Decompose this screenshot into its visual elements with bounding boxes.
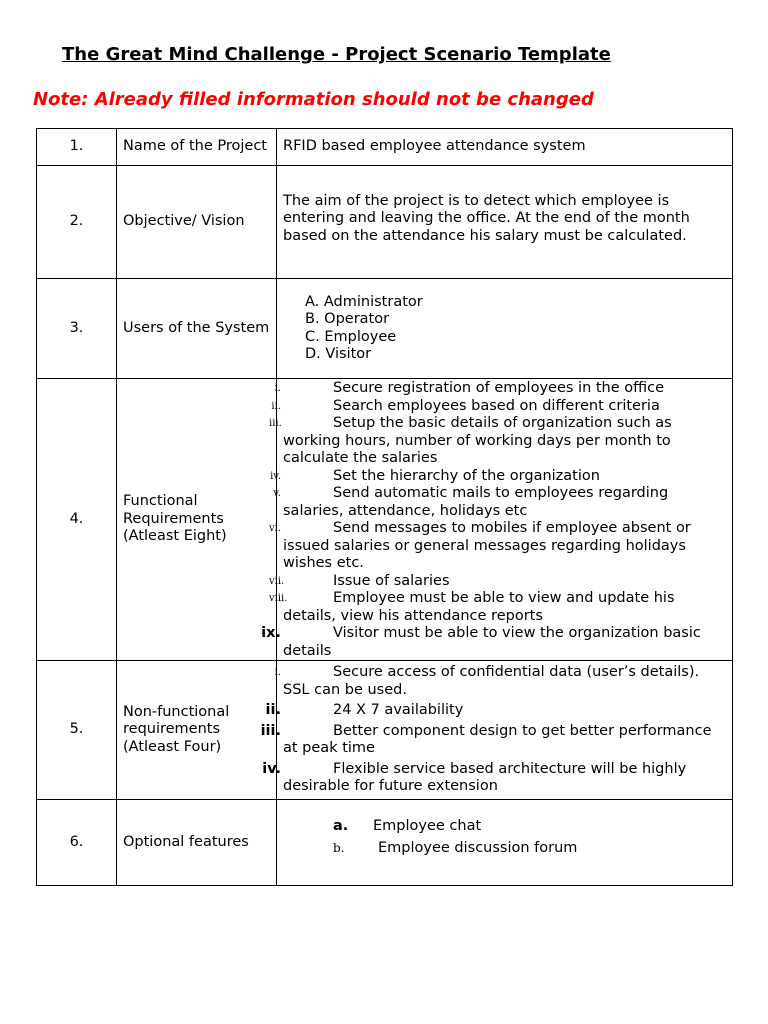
row-number: 3. (37, 279, 117, 379)
users-list-cell (277, 279, 733, 379)
list-item: ii. 24 X 7 availability (265, 702, 464, 718)
list-item: i. Secure access of confidential data (user’s details). SSL can be used. (274, 664, 700, 698)
table-row (37, 129, 733, 166)
row-number: 2. (37, 166, 117, 279)
table-row (37, 279, 733, 379)
list-item: ix. Visitor must be able to view the organization basic details (261, 625, 701, 659)
list-item: v. Send automatic mails to employees regarding salaries, attendance, holidays etc (273, 485, 669, 519)
list-item: D. Visitor (305, 346, 372, 362)
row-label: Non-functional requirements (Atleast Four) (117, 661, 277, 800)
list-item: B. Operator (305, 311, 390, 327)
scenario-table (36, 128, 733, 886)
table-row (37, 661, 733, 800)
list-item: iii. Setup the basic details of organization such as working hours, number of working days per month to calculate the salaries (269, 415, 672, 466)
document-title: The Great Mind Challenge - Project Scenario Template (62, 44, 611, 65)
row-label: Functional Requirements (Atleast Eight) (117, 379, 277, 661)
row-label: Name of the Project (117, 129, 277, 166)
list-item: a. Employee chat (333, 818, 482, 834)
row-number: 1. (37, 129, 117, 166)
list-item: C. Employee (305, 328, 397, 345)
row-label: Optional features (117, 800, 277, 886)
list-item: vii. Issue of salaries (269, 572, 450, 589)
row-number: 6. (37, 800, 117, 886)
list-item: b. Employee discussion forum (333, 839, 578, 856)
non-functional-requirements-cell (260, 661, 733, 800)
row-label: Users of the System (117, 279, 277, 379)
list-item: iv. Flexible service based architecture will be highly desirable for future extension (262, 760, 687, 794)
list-item: viii. Employee must be able to view and update his details, view his attendance reports (269, 590, 675, 624)
table-row (37, 379, 733, 661)
list-item: iii. Better component design to get better performance at peak time (260, 722, 712, 756)
optional-features-cell (277, 800, 733, 886)
project-name-value: RFID based employee attendance system (277, 129, 733, 166)
table-row (37, 800, 733, 886)
row-number: 5. (37, 661, 117, 800)
list-item: ii. Search employees based on different criteria (271, 397, 660, 414)
list-item: iv. Set the hierarchy of the organization (270, 467, 600, 484)
list-item: i. Secure registration of employees in the office (274, 380, 665, 396)
objective-value: The aim of the project is to detect which employee is entering and leaving the office. At the end of the month based on the attendance his salary must be calculated. (277, 166, 733, 279)
functional-requirements-cell (261, 379, 733, 661)
row-number: 4. (37, 379, 117, 661)
table-row (37, 166, 733, 279)
users-list (283, 294, 728, 364)
row-label: Objective/ Vision (117, 166, 277, 279)
list-item: A. Administrator (305, 293, 423, 310)
list-item: vi. Send messages to mobiles if employee absent or issued salaries or general messages regarding holidays wishes etc. (269, 520, 691, 571)
note-warning: Note: Already filled information should not be changed (33, 89, 594, 110)
